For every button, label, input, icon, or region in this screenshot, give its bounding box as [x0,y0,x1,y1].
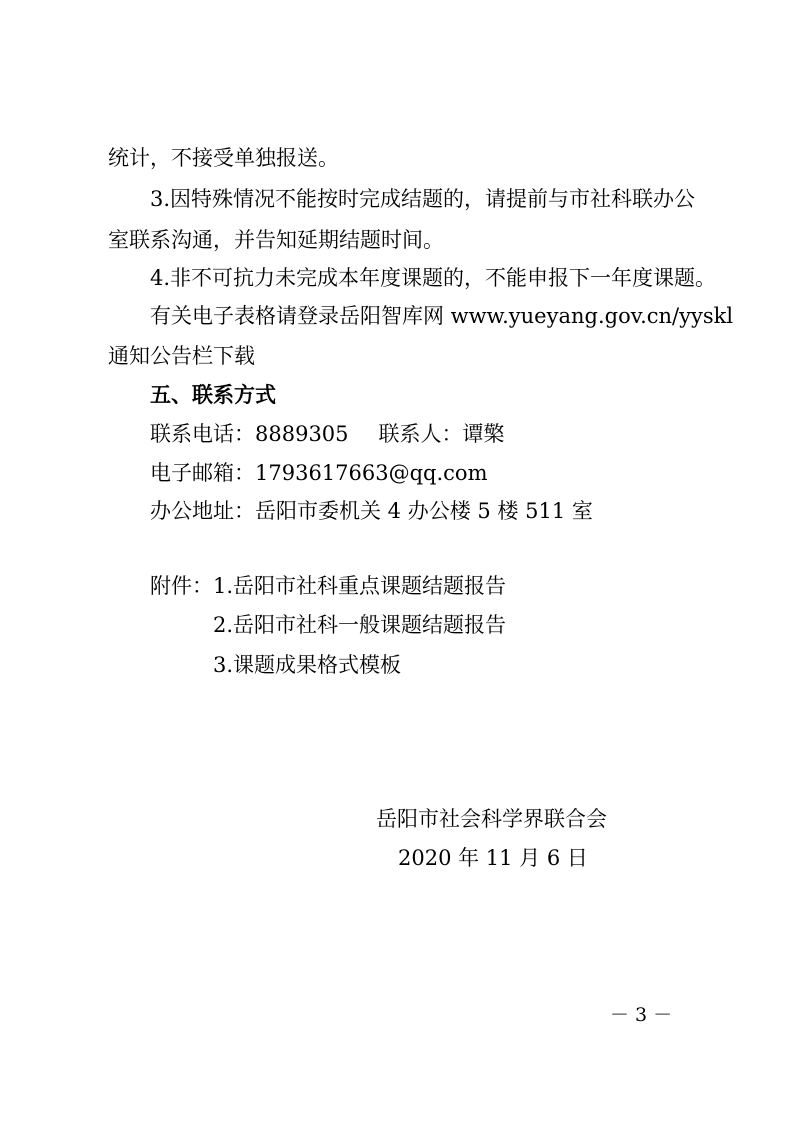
phone-label: 联系电话： [150,422,255,446]
signature-date: 2020 年 11 月 6 日 [398,846,588,870]
email-value: 1793617663@qq.com [255,461,488,485]
contact-phone-line [150,420,505,448]
attachment-item-1: 1.岳阳市社科重点课题结题报告 [213,574,507,598]
contact-person-value: 谭檠 [462,422,505,446]
contact-person-label: 联系人： [378,422,463,446]
body-line-6: 通知公告栏下载 [108,344,255,368]
phone-value: 8889305 [255,422,349,446]
body-line-4: 4.非不可抗力未完成本年度课题的，不能申报下一年度课题。 [150,266,717,290]
contact-email-line [150,459,488,487]
body-line-5: 有关电子表格请登录岳阳智库网 www.yueyang.gov.cn/yyskl [150,304,734,328]
attachments-label: 附件： [150,574,213,598]
attachment-item-2: 2.岳阳市社科一般课题结题报告 [213,613,507,637]
body-line-3: 室联系沟通，并告知延期结题时间。 [108,228,444,252]
email-label: 电子邮箱： [150,461,255,485]
attachment-item-3: 3.课题成果格式模板 [213,653,402,677]
body-line-1: 统计，不接受单独报送。 [108,146,339,170]
signature-org: 岳阳市社会科学界联合会 [376,807,607,831]
page-number: － 3 － [610,1004,673,1026]
body-line-2: 3.因特殊情况不能按时完成结题的，请提前与市社科联办公 [150,187,696,211]
address-label: 办公地址： [150,499,255,523]
address-value: 岳阳市委机关 4 办公楼 5 楼 511 室 [255,499,593,523]
contact-address-line [150,497,593,525]
section-heading-contact: 五、联系方式 [150,383,276,407]
